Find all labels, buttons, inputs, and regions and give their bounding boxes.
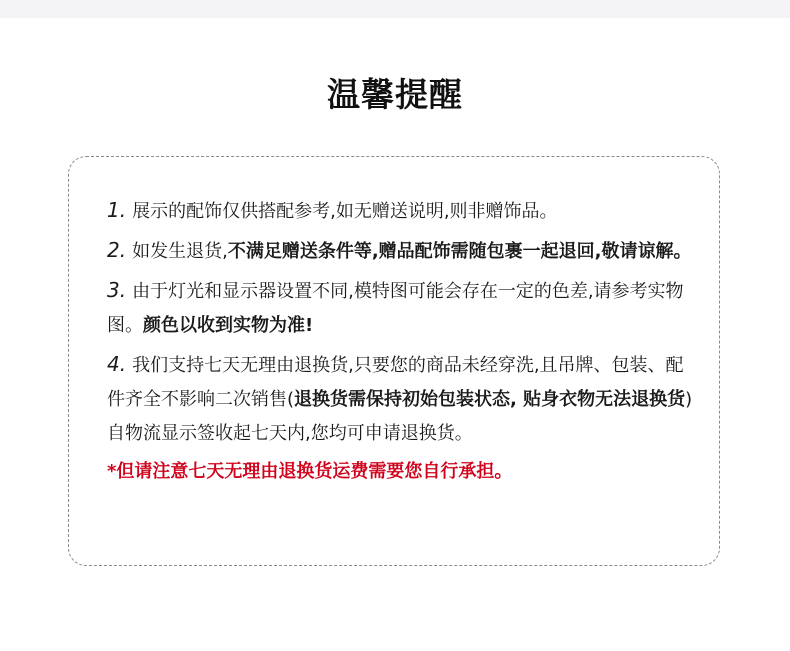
page-title: 温馨提醒 <box>327 75 463 114</box>
notice-item-1 <box>107 193 697 229</box>
notice-list <box>107 193 697 507</box>
notice-item-3 <box>107 273 697 343</box>
notice-item-4 <box>107 347 697 451</box>
top-band <box>0 0 790 18</box>
shipping-warning: *但请注意七天无理由退换货运费需要您自行承担。 <box>107 461 513 482</box>
item-number: 3. <box>107 278 127 302</box>
item-number: 2. <box>107 238 127 262</box>
item-text: )自物流显示签收起七天内,您均可申请退换货。 <box>107 389 693 444</box>
item-number: 1. <box>107 198 127 222</box>
notice-item-2 <box>107 233 697 269</box>
item-text: 我们支持七天无理由退换货,只要您的商品未经穿洗,且吊牌、包装、配件齐全不影响二次销售( <box>107 355 684 410</box>
item-text-bold: 不满足赠送条件等,赠品配饰需随包裹一起退回,敬请谅解。 <box>227 241 692 262</box>
item-text: 由于灯光和显示器设置不同,模特图可能会存在一定的色差,请参考实物图。 <box>107 281 684 336</box>
item-text-bold: 退换货需保持初始包装状态, 贴身衣物无法退换货 <box>294 389 686 410</box>
item-text: 如发生退货, <box>132 241 228 262</box>
item-text: 展示的配饰仅供搭配参考,如无赠送说明,则非赠饰品。 <box>132 201 558 222</box>
item-number: 4. <box>107 352 127 376</box>
item-text-bold: 颜色以收到实物为准! <box>143 315 314 336</box>
